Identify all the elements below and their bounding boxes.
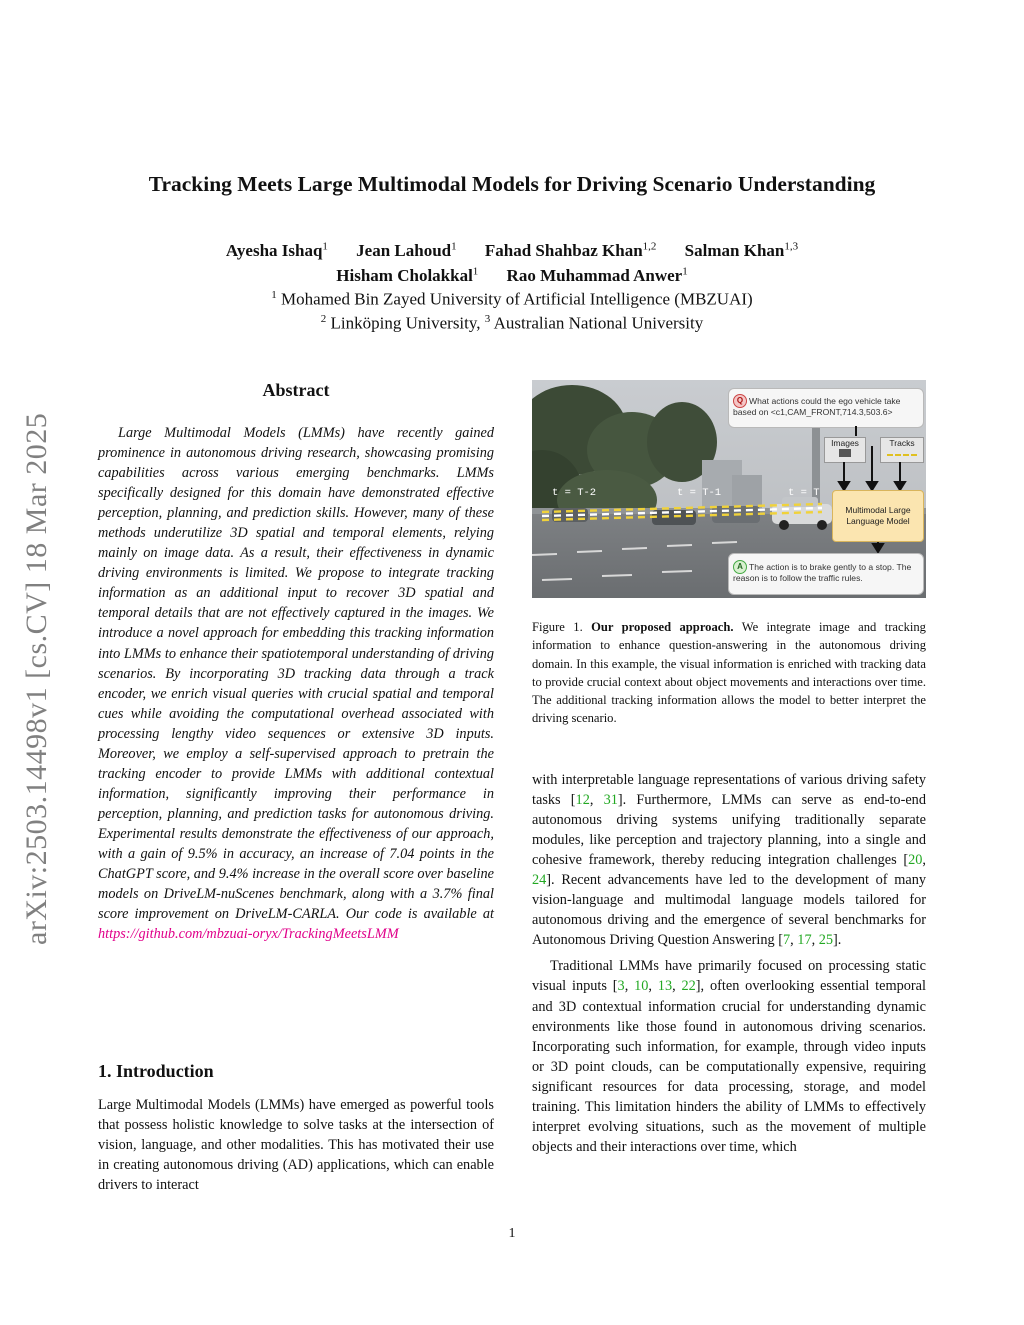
- citation-link[interactable]: 7: [782, 932, 791, 949]
- time-label: t = T: [788, 487, 820, 499]
- citation-link[interactable]: 25: [818, 932, 834, 949]
- answer-text: The action is to brake gently to a stop. The reason is to follow the traffic rules.: [733, 562, 912, 583]
- text-run: Traditional LMMs have primarily focused on processing static visual inputs [: [532, 958, 926, 995]
- multimodal-model-box: [832, 490, 924, 542]
- author: Ayesha Ishaq$^1$: [225, 240, 328, 260]
- citation-link[interactable]: 13: [657, 978, 673, 995]
- introduction-text: Large Multimodal Models (LMMs) have emerged as powerful tools that possess holistic knowledge to solve tasks at the intersection of vision, language, and other modalities. This has motivated their use in creating autonomous driving (AD) applications, which can enable drivers to interact: [98, 1097, 494, 1193]
- author: Jean Lahoud$^1$: [356, 240, 457, 260]
- section-heading-introduction: 1. Introduction: [98, 1061, 214, 1081]
- text-run: ], often overlooking essential temporal and 3D contextual information crucial for understanding dynamic environments like those found in autonomous driving scenarios. Incorporating such information, for example, through video inputs or 3D point clouds, can be computationally expensive, requiring significant resources for data processing, storage, and model training. This limitation hinders the ability of LMMs to effectively interpret evolving situations, such as the movement of multiple objects and their interactions over time, which: [532, 978, 926, 1155]
- author: Fahad Shahbaz Khan$^{1,2}$: [484, 240, 657, 260]
- affiliation-1: $^1$ Mohamed Bin Zayed University of Artificial Intelligence (MBZUAI): [271, 289, 753, 309]
- author: Rao Muhammad Anwer$^1$: [506, 265, 688, 285]
- paragraph: [532, 956, 926, 1156]
- text-run: with interpretable language representations of various driving safety tasks [: [532, 772, 926, 809]
- citation-link[interactable]: 31: [603, 792, 618, 809]
- abstract-text: Large Multimodal Models (LMMs) have recently gained prominence in autonomous driving research, showcasing promising capabilities across various emerging benchmarks. LMMs specifically designed for this domain have demonstrated effective perception, planning, and prediction skills. However, many of these methods underutilize 3D spatial and temporal elements, relying mainly on image data. As a result, their effectiveness in dynamic driving environments is limited. We propose to integrate tracking information as an additional input to recover 3D spatial and temporal details that are not effectively captured in the images. We introduce a novel approach for embedding this tracking information into LMMs to enhance their spatiotemporal understanding of driving scenarios. By incorporating 3D tracking data through a track encoder, we enrich visual queries with crucial spatial and temporal cues while avoiding the computational overhead associated with processing lengthy video sequences or extensive 3D inputs. Moreover, we employ a self-supervised approach to pretrain the tracking encoder to provide LMMs with additional contextual information, significantly improving their performance in perception, planning, and prediction tasks for autonomous driving. Experimental results demonstrate the effectiveness of our approach, with a gain of 9.5% in accuracy, an increase of 7.04 points in the ChatGPT score, and 9.4% increase in the overall score over baseline models on DriveLM-nuScenes benchmark, along with a 3.7% final score improvement on DriveLM-CARLA. Our code is available at https://github.com/mbzuai-oryx/TrackingMeetsLMM: [98, 425, 495, 943]
- abstract-heading: Abstract: [262, 380, 330, 400]
- figure-caption: Figure 1. Our proposed approach. We integrate image and tracking information to enhance question-answering in the autonomous driving domain. In this example, the visual information is enriched with tracking data to provide crucial context about object movements and interactions over time. The additional tracking information allows the model to better interpret the driving scenario.: [532, 620, 926, 726]
- question-badge-icon: Q: [733, 394, 747, 408]
- text-run: ]. Furthermore, LMMs can serve as end-to-end autonomous driving systems unifying traditionally separate modules, like perception and trajectory planning, into a single and cohesive framework, thereby reducing integration challenges [: [532, 792, 926, 869]
- text-run: ,: [922, 852, 926, 869]
- paragraph: [532, 770, 926, 950]
- model-label: Multimodal Large Language Model: [845, 505, 911, 526]
- citation-link[interactable]: 24: [532, 872, 547, 889]
- text-run: ,: [648, 978, 658, 995]
- paper-title: Tracking Meets Large Multimodal Models for Driving Scenario Understanding: [148, 172, 876, 196]
- code-link[interactable]: https://github.com/mbzuai-oryx/TrackingMeetsLMM: [98, 926, 399, 943]
- right-column-text: [532, 770, 926, 1157]
- answer-badge-icon: A: [733, 560, 747, 574]
- affiliation-2: $^2$ Linköping University, $^3$ Australian National University: [320, 313, 704, 333]
- time-label: t = T-2: [552, 487, 597, 499]
- figure-1: [532, 380, 926, 598]
- citation-link[interactable]: 10: [634, 978, 649, 995]
- citation-link[interactable]: 17: [797, 932, 812, 949]
- text-run: ,: [672, 978, 682, 995]
- text-run: ,: [589, 792, 604, 809]
- authors-line-1: [0, 240, 1024, 261]
- answer-panel: [728, 553, 924, 595]
- page-number: 1: [508, 1226, 516, 1241]
- text-run: ,: [624, 978, 635, 995]
- images-label: Images: [831, 438, 859, 448]
- citation-link[interactable]: 3: [617, 978, 625, 995]
- tracks-label: Tracks: [889, 438, 915, 448]
- authors-line-2: [0, 265, 1024, 286]
- citation-link[interactable]: 20: [908, 852, 923, 869]
- text-run: ,: [790, 932, 798, 949]
- author: Hisham Cholakkal$^1$: [336, 265, 479, 285]
- text-run: ].: [833, 932, 842, 949]
- citation-link[interactable]: 12: [575, 792, 590, 809]
- text-run: ]. Recent advancements have led to the development of many vision-language and multimodal language models tailored for autonomous driving and the emergence of several benchmarks for Autonomous Driving Question Answering [: [532, 872, 926, 949]
- time-label: t = T-1: [677, 487, 722, 499]
- question-text: What actions could the ego vehicle take based on <c1,CAM_FRONT,714.3,503.6>: [733, 396, 901, 417]
- author: Salman Khan$^{1,3}$: [684, 240, 799, 260]
- citation-link[interactable]: 22: [681, 978, 696, 995]
- text-run: ,: [811, 932, 819, 949]
